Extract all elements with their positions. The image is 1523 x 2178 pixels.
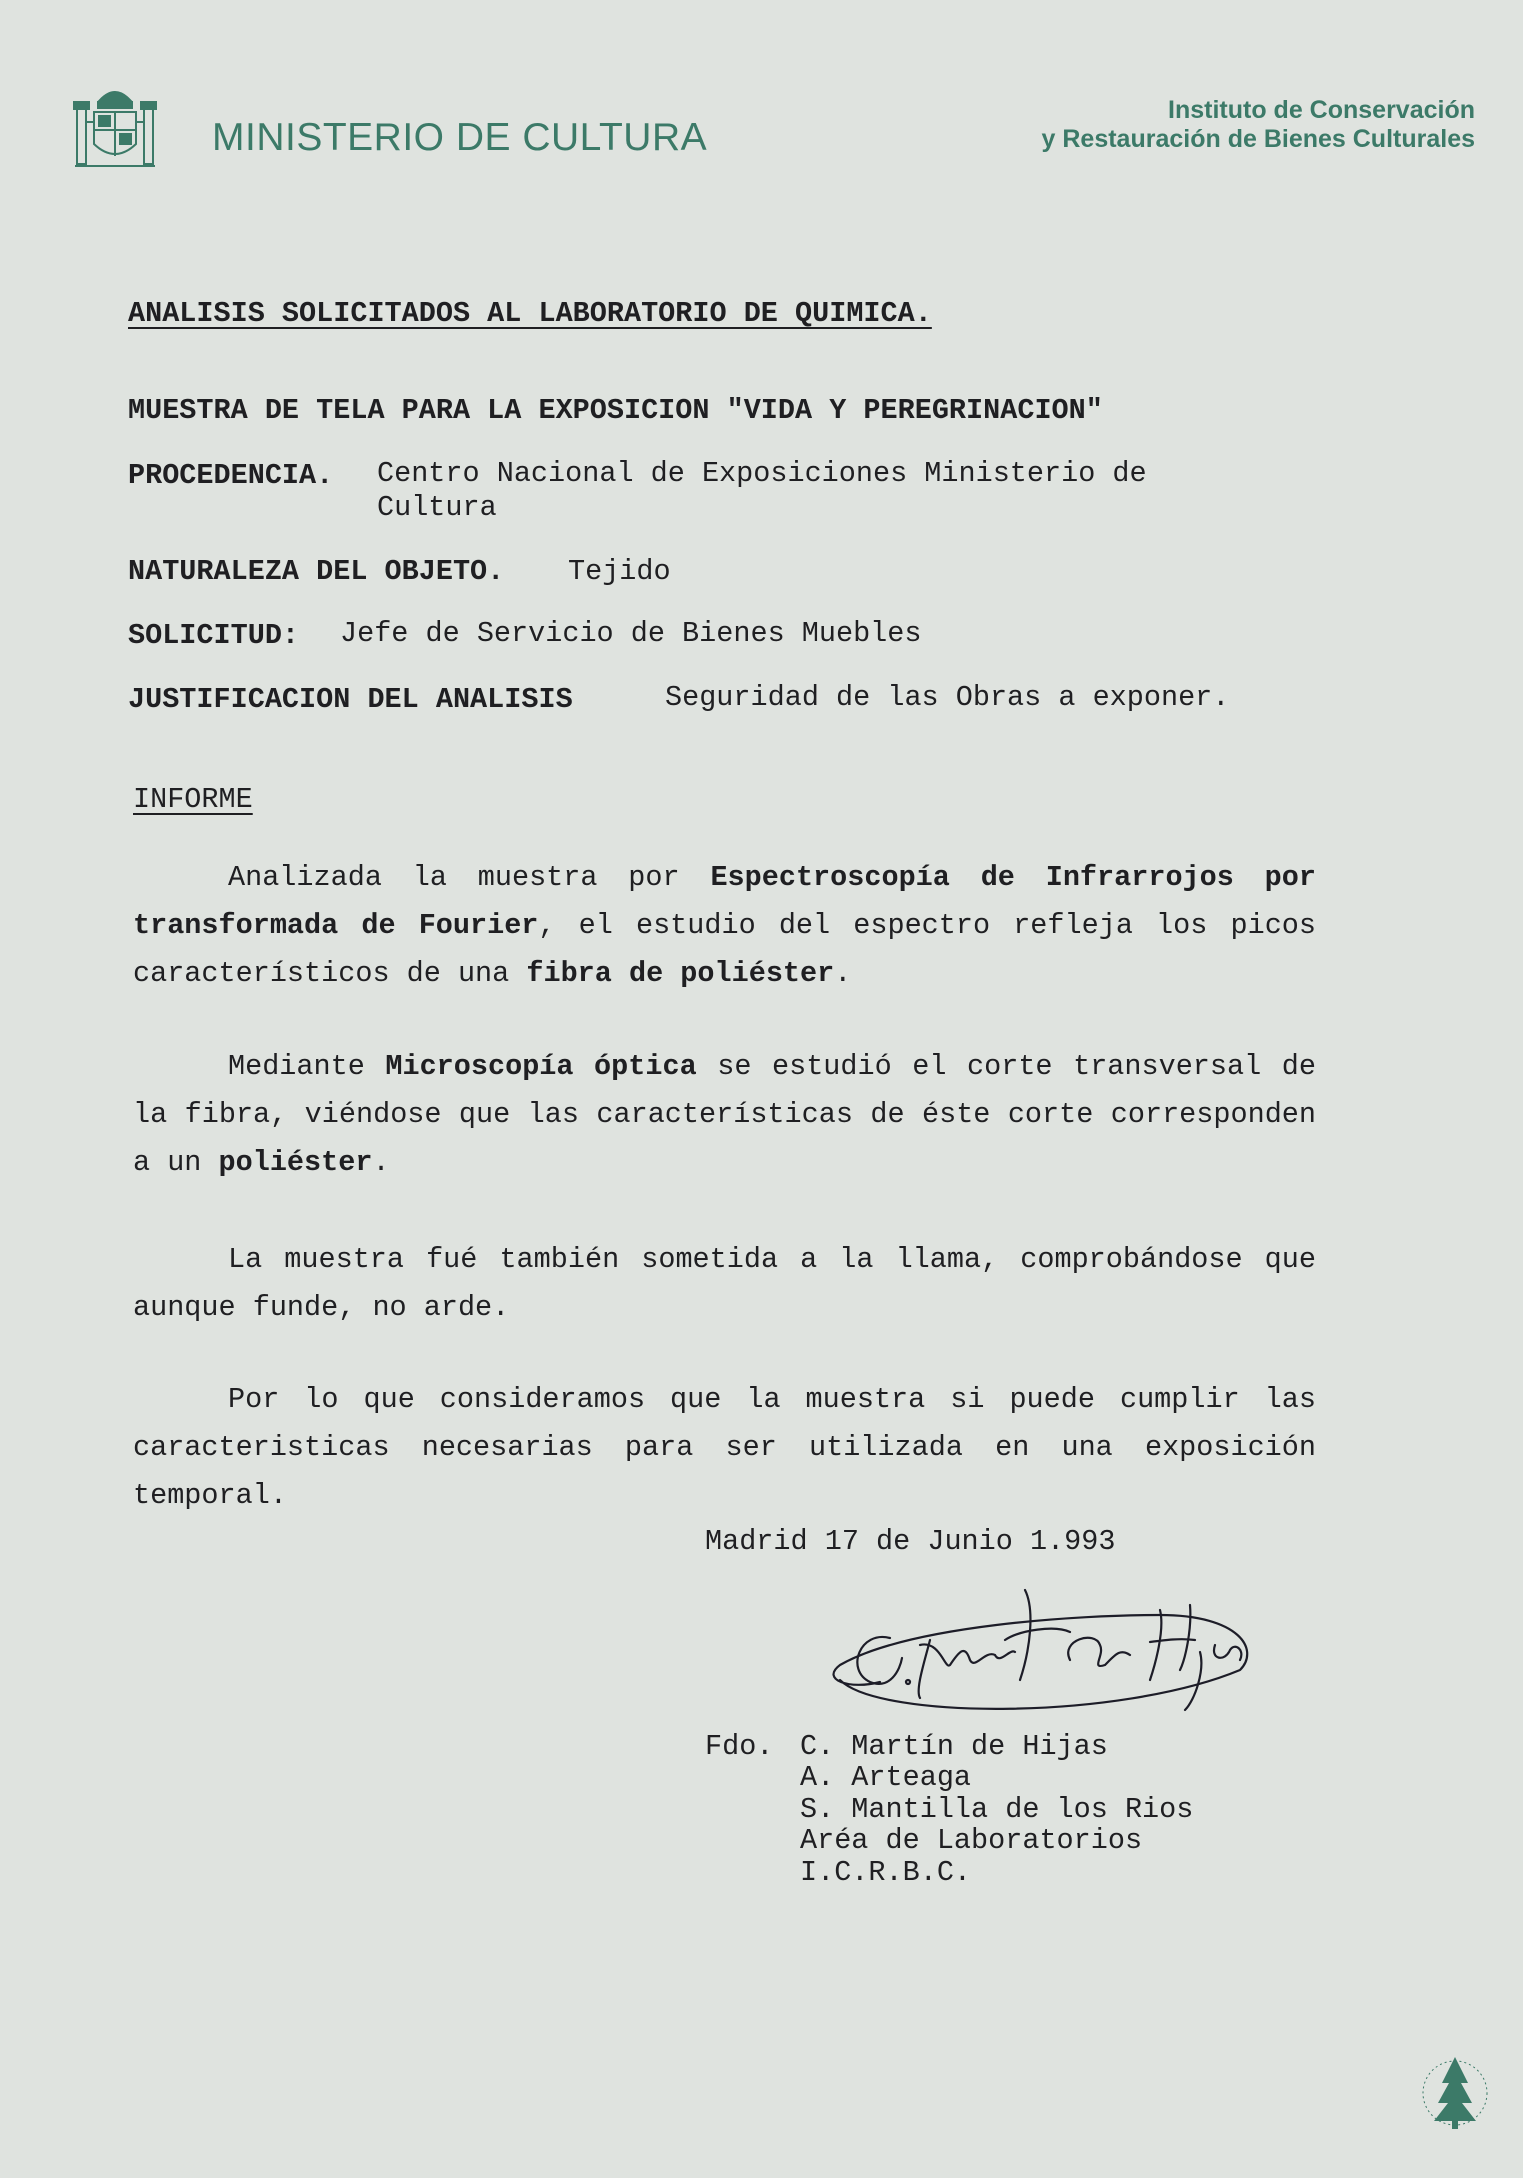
institute-line-2: y Restauración de Bienes Culturales	[1041, 125, 1475, 153]
technique-microscopy: Microscopía óptica	[385, 1050, 697, 1083]
procedencia-value-line1: Centro Nacional de Exposiciones Ministerio de	[377, 457, 1147, 490]
solicitud-label: SOLICITUD:	[128, 619, 300, 652]
signer-3: S. Mantilla de los Rios	[800, 1793, 1194, 1826]
recycled-paper-icon	[1420, 2045, 1490, 2135]
solicitud-value: Jefe de Servicio de Bienes Muebles	[340, 617, 922, 650]
sample-heading: MUESTRA DE TELA PARA LA EXPOSICION "VIDA Y PEREGRINACION"	[128, 394, 1103, 427]
institute-name	[1042, 96, 1475, 154]
naturaleza-label: NATURALEZA DEL OBJETO.	[128, 555, 505, 588]
informe-paragraph-4: Por lo que consideramos que la muestra si puede cumplir las caracteristicas necesarias para ser utilizada en una exposición temporal.	[133, 1383, 1316, 1512]
justificacion-label: JUSTIFICACION DEL ANALISIS	[128, 683, 573, 716]
result-polyester: poliéster	[218, 1146, 373, 1179]
handwritten-signature	[820, 1570, 1260, 1720]
technique-ftir: Espectroscopía de Infrarrojos por transformada de Fourier	[133, 861, 1316, 942]
procedencia-label: PROCEDENCIA.	[128, 459, 334, 492]
institute-line-1: Instituto de Conservación	[1168, 96, 1475, 124]
org-line: I.C.R.B.C.	[800, 1856, 972, 1889]
document-title: ANALISIS SOLICITADOS AL LABORATORIO DE QUIMICA.	[128, 297, 932, 330]
date-line: Madrid 17 de Junio 1.993	[705, 1525, 1116, 1558]
informe-paragraph-2: Mediante Microscopía óptica se estudió el corte transversal de la fibra, viéndose que las características de éste corte corresponden a un poliéster.	[133, 1050, 1316, 1179]
justificacion-value: Seguridad de las Obras a exponer.	[665, 681, 1230, 714]
naturaleza-value: Tejido	[568, 555, 671, 588]
ministry-name: MINISTERIO DE CULTURA	[212, 116, 708, 159]
result-fiber: fibra de poliéster	[526, 957, 835, 990]
area-line: Aréa de Laboratorios	[800, 1824, 1143, 1857]
fdo-label: Fdo.	[705, 1730, 774, 1763]
signer-2: A. Arteaga	[800, 1761, 972, 1794]
informe-paragraph-1: Analizada la muestra por Espectroscopía de Infrarrojos por transformada de Fourier, el estudio del espectro refleja los picos característicos de una fibra de poliéster.	[133, 861, 1316, 990]
informe-heading: INFORME	[133, 783, 253, 816]
informe-paragraph-3: La muestra fué también sometida a la llama, comprobándose que aunque funde, no arde.	[133, 1243, 1316, 1324]
procedencia-value-line2: Cultura	[377, 491, 497, 524]
coat-of-arms-icon	[72, 82, 158, 172]
signer-1: C. Martín de Hijas	[800, 1730, 1108, 1763]
